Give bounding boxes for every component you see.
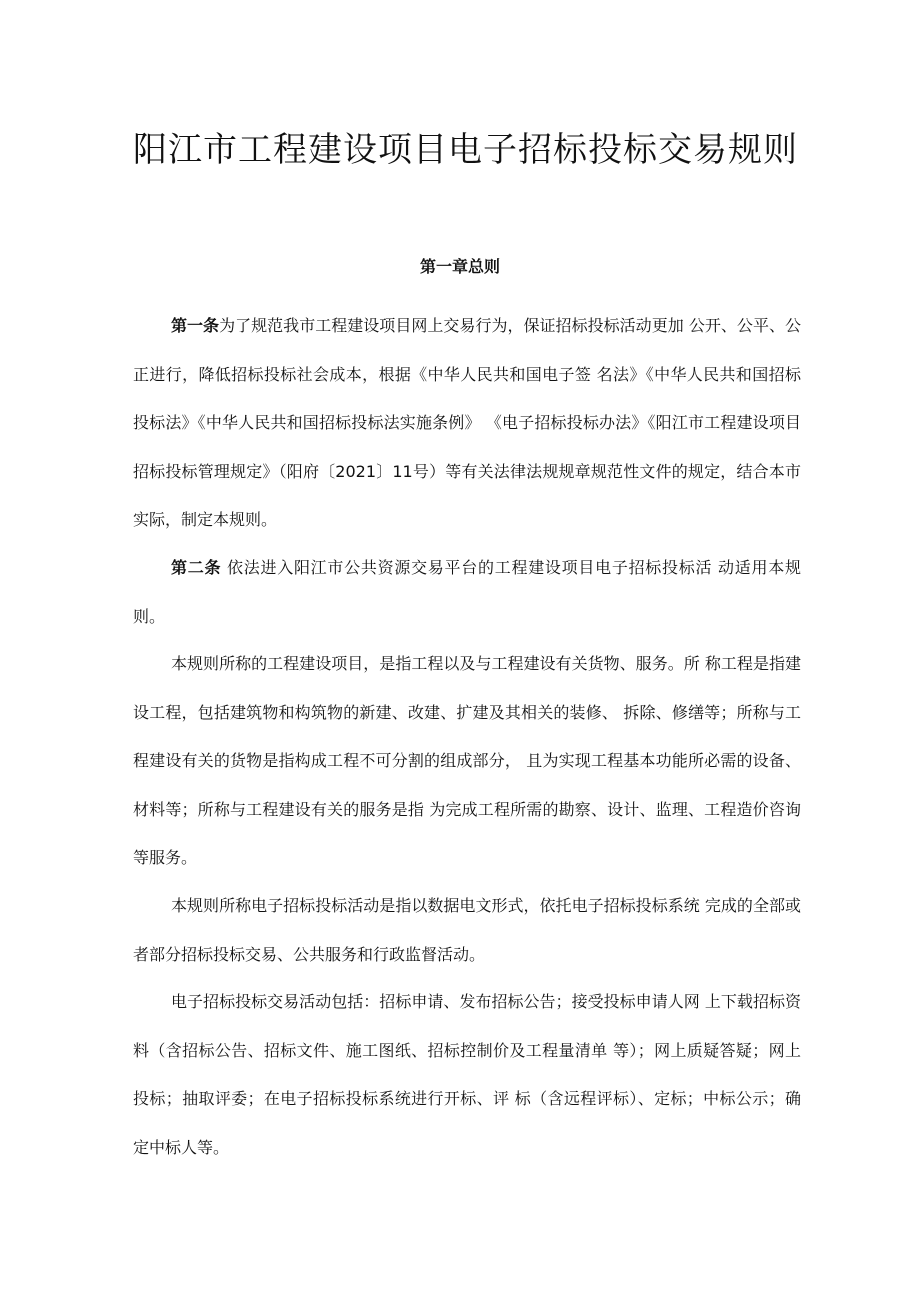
article-label: 第二条 [171,558,222,577]
body-paragraph [133,882,801,979]
article-label: 第一条 [171,316,220,335]
article-text: 为了规范我市工程建设项目网上交易行为，保证招标投标活动更加 公开、公平、公正进行，降低招标投标社会成本，根据《中华人民共和国电子签 名法》《中华人民共和国招标投标法》《中华人民共和国招标投标法实施条例》 《电子招标投标办法》《阳江市工程建设项目招标投标管理规定》（阳府〔2021〕11号）等有关法律法规规章规范性文件的规定，结合本市实际，制定本规则。 [133,316,801,529]
article-paragraph [133,544,801,641]
paragraph-text: 本规则所称的工程建设项目，是指工程以及与工程建设有关货物、服务。所 称工程是指建设工程，包括建筑物和构筑物的新建、改建、扩建及其相关的装修、 拆除、修缮等；所称与工程建设有关的货物是指构成工程不可分割的组成部分， 且为实现工程基本功能所必需的设备、材料等；所称与工程建设有关的服务是指 为完成工程所需的勘察、设计、监理、工程造价咨询等服务。 [133,654,801,867]
document-title: 阳江市工程建设项目电子招标投标交易规则 [133,130,798,170]
body-paragraph [133,978,801,1172]
paragraph-text: 电子招标投标交易活动包括：招标申请、发布招标公告；接受投标申请人网 上下载招标资料（含招标公告、招标文件、施工图纸、招标控制价及工程量清单 等）；网上质疑答疑；网上投标；抽取评委；在电子招标投标系统进行开标、评 标（含远程评标）、定标；中标公示；确定中标人等。 [133,992,801,1157]
paragraph-text: 本规则所称电子招标投标活动是指以数据电文形式，依托电子招标投标系统 完成的全部或者部分招标投标交易、公共服务和行政监督活动。 [133,896,801,964]
chapter-heading: 第一章总则 [419,257,500,276]
body-paragraph [133,640,801,883]
article-paragraph [133,302,801,545]
article-text: 依法进入阳江市公共资源交易平台的工程建设项目电子招标投标活 动适用本规则。 [133,558,801,626]
